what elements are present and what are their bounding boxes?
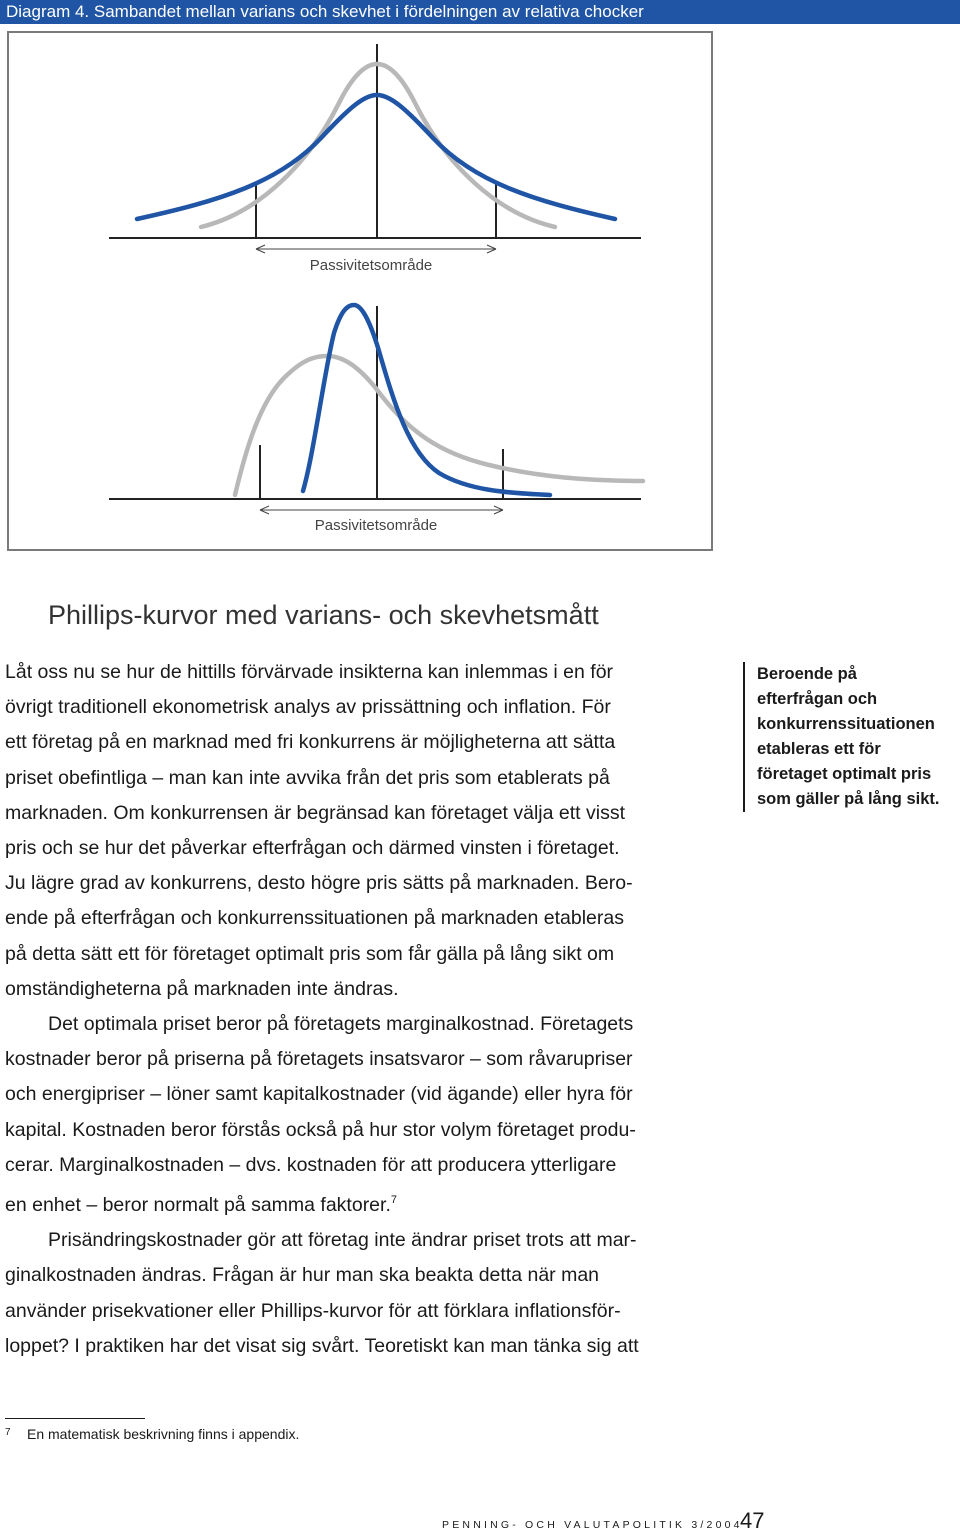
body-line: Det optimala priset beror på företagets marginalkostnad. Företagets <box>48 1013 634 1036</box>
diagram-svg <box>9 33 715 553</box>
body-line: ginalkostnaden ändras. Frågan är hur man ska beakta detta när man <box>5 1264 600 1287</box>
margin-note-line: konkurrenssituationen <box>757 715 935 733</box>
body-line: och energipriser – löner samt kapitalkostnader (vid ägande) eller hyra för <box>5 1083 633 1106</box>
body-line: använder prisekvationer eller Phillips-kurvor för att förklara inflationsför- <box>5 1299 621 1322</box>
margin-note-line: etableras ett för <box>757 740 881 758</box>
bottom-panel-label: Passivitetsområde <box>314 517 438 534</box>
footnote-divider <box>5 1418 145 1419</box>
section-heading: Phillips-kurvor med varians- och skevhetsmått <box>48 600 599 630</box>
body-line: Prisändringskostnader gör att företag inte ändrar priset trots att mar- <box>48 1229 637 1252</box>
body-line: kostnader beror på priserna på företagets insatsvaror – som råvarupriser <box>5 1048 633 1071</box>
bottom-blue-curve <box>303 305 550 495</box>
margin-note-line: företaget optimalt pris <box>757 765 932 783</box>
body-line: kapital. Kostnaden beror förstås också på hur stor volym företaget produ- <box>5 1118 636 1141</box>
page-number: 47 <box>740 1508 765 1533</box>
margin-note-line: Beroende på <box>757 665 857 683</box>
body-line: på detta sätt ett för företaget optimalt pris som får gälla på lång sikt om <box>5 942 615 965</box>
body-line: ende på efterfrågan och konkurrenssituationen på marknaden etableras <box>5 907 624 930</box>
margin-note-line: som gäller på lång sikt. <box>757 790 940 808</box>
top-panel-label: Passivitetsområde <box>309 257 433 274</box>
body-line: cerar. Marginalkostnaden – dvs. kostnaden för att producera ytterligare <box>5 1153 617 1176</box>
body-line: priset obefintliga – man kan inte avvika från det pris som etablerats på <box>5 766 610 789</box>
body-text <box>5 655 725 1364</box>
margin-note <box>743 662 960 812</box>
bottom-panel <box>109 305 643 534</box>
top-panel <box>109 44 641 274</box>
footnote-number: 7 <box>5 1427 11 1438</box>
journal-name: PENNING- OCH VALUTAPOLITIK 3/2004 <box>442 1519 743 1531</box>
body-line: en enhet – beror normalt på samma faktorer. <box>5 1194 391 1217</box>
diagram-figure <box>7 31 713 551</box>
margin-note-line: efterfrågan och <box>757 690 878 708</box>
body-line: omständigheterna på marknaden inte ändras. <box>5 977 399 1000</box>
body-line: Ju lägre grad av konkurrens, desto högre pris sätts på marknaden. Bero- <box>5 872 633 895</box>
body-line: övrigt traditionell ekonometrisk analys av prissättning och inflation. För <box>5 696 611 719</box>
body-line: marknaden. Om konkurrensen är begränsad kan företaget välja ett visst <box>5 801 625 824</box>
body-line: pris och se hur det påverkar efterfrågan och därmed vinsten i företaget. <box>5 837 620 860</box>
footnote-reference[interactable]: 7 <box>390 1194 397 1207</box>
footnote-text: En matematisk beskrivning finns i appendix. <box>27 1426 300 1442</box>
footnote <box>5 1426 299 1442</box>
diagram-title: Diagram 4. Sambandet mellan varians och skevhet i fördelningen av relativa chocker <box>0 0 960 24</box>
body-line: Låt oss nu se hur de hittills förvärvade insikterna kan inlemmas i en för <box>5 661 614 683</box>
body-line: loppet? I praktiken har det visat sig svårt. Teoretiskt kan man tänka sig att <box>5 1334 639 1357</box>
body-line-with-footnote <box>5 1183 725 1223</box>
body-line: ett företag på en marknad med fri konkurrens är möjligheterna att sätta <box>5 731 616 754</box>
